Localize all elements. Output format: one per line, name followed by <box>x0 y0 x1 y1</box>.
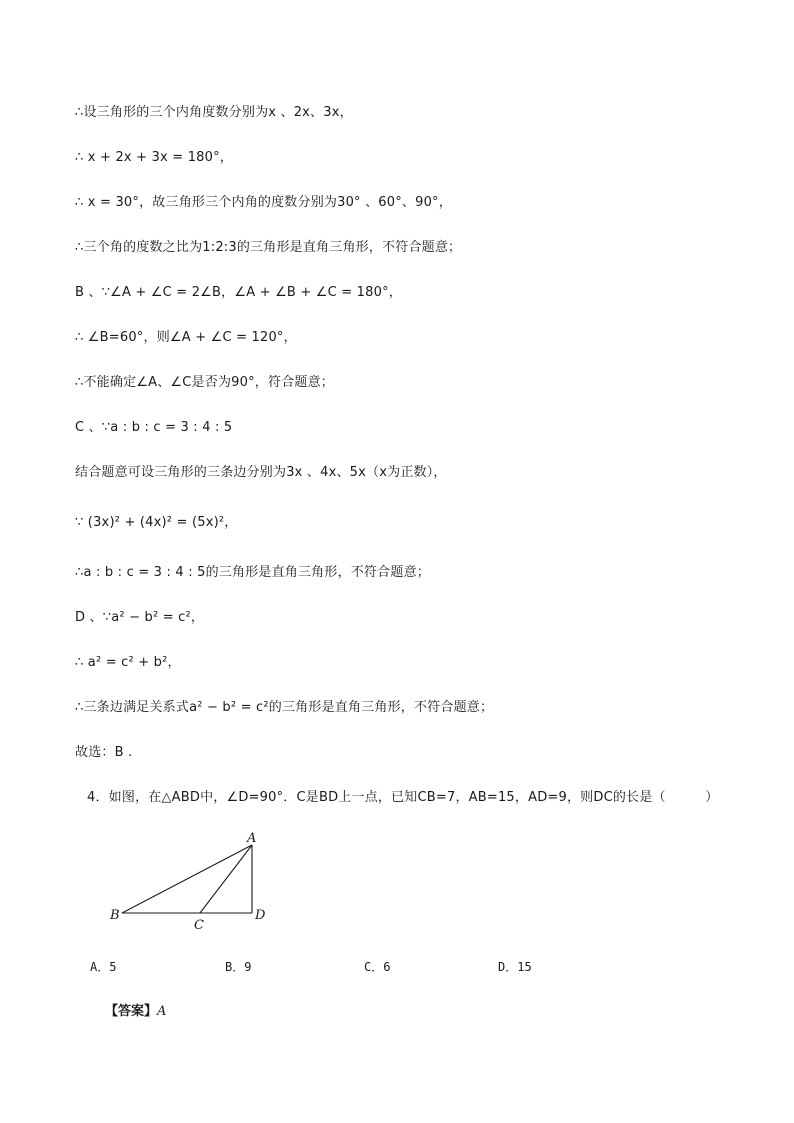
option-c: C．6 <box>364 960 391 974</box>
solution-line: ∴ a² = c² + b²， <box>75 655 181 670</box>
solution-line: 结合题意可设三角形的三条边分别为3x 、4x、5x（x为正数）， <box>75 465 447 480</box>
solution-line: ∴ ∠B=60°，则∠A + ∠C = 120°， <box>75 330 297 345</box>
option-a: A．5 <box>90 960 117 974</box>
label-a: A <box>247 831 257 846</box>
solution-line: 故选：B . <box>75 745 133 760</box>
option-b: B．9 <box>225 960 252 974</box>
solution-line: ∴a : b : c = 3 : 4 : 5的三角形是直角三角形，不符合题意； <box>75 565 430 580</box>
solution-line: ∴ x + 2x + 3x = 180°， <box>75 150 234 165</box>
answer-value: A <box>157 1004 167 1019</box>
solution-line: ∵ (3x)² + (4x)² = (5x)²， <box>75 515 238 530</box>
label-c: C <box>194 918 204 933</box>
label-b: B <box>110 908 120 923</box>
solution-line: D 、∵a² − b² = c²， <box>75 610 205 625</box>
solution-line: ∴设三角形的三个内角度数分别为x 、2x、3x， <box>75 105 353 120</box>
solution-line: ∴ x = 30°，故三角形三个内角的度数分别为30° 、60°、90°， <box>75 195 452 210</box>
option-d: D．15 <box>498 960 532 974</box>
label-d: D <box>255 908 266 923</box>
question-text: 4．如图，在△ABD中，∠D=90°．C是BD上一点，已知CB=7，AB=15，AD=9，则DC的长是（ ） <box>87 790 719 805</box>
solution-line: ∴三条边满足关系式a² − b² = c²的三角形是直角三角形，不符合题意； <box>75 700 494 715</box>
solution-line: ∴不能确定∠A、∠C是否为90°，符合题意； <box>75 375 334 390</box>
answer <box>105 1000 166 1019</box>
solution-line: ∴三个角的度数之比为1:2:3的三角形是直角三角形，不符合题意； <box>75 240 462 255</box>
solution-line: C 、∵a : b : c = 3 : 4 : 5 <box>75 420 233 435</box>
segment-ac <box>200 845 252 913</box>
side-ab <box>122 845 252 913</box>
solution-line: B 、∵∠A + ∠C = 2∠B，∠A + ∠B + ∠C = 180°， <box>75 285 402 300</box>
answer-bracket: 【答案】 <box>105 1004 158 1019</box>
